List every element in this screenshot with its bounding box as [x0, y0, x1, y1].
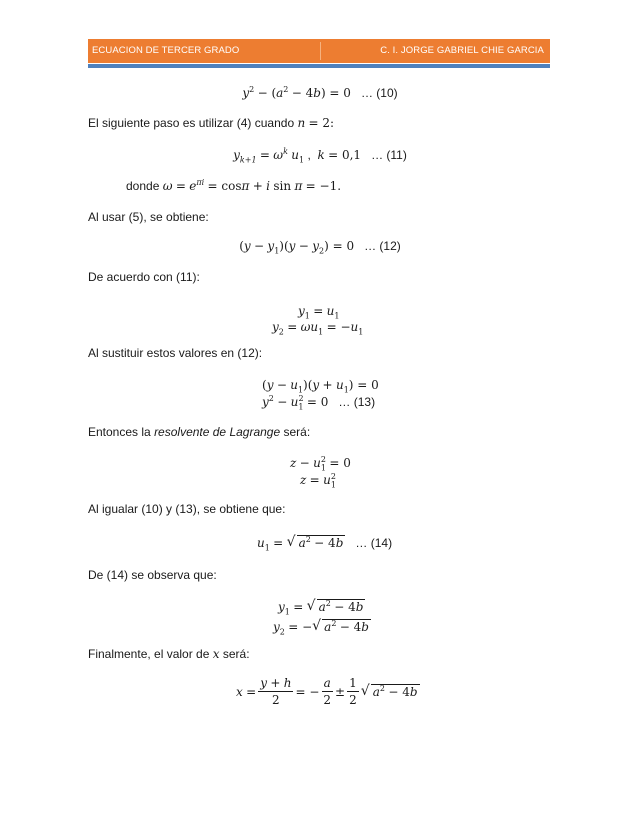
page-header	[88, 39, 550, 63]
equation-y2: $y_2 = \omega u_1 = -u_1$	[272, 320, 364, 337]
equation-final: x = $\frac{y + h}{2}$ = − $\frac{a}{2}$ ± $\frac{1}{2}$ √ $a^2 - 4b$	[236, 676, 420, 707]
header-title: ECUACION DE TERCER GRADO	[92, 45, 240, 56]
definition-omega: donde $\omega = e^{\pi i} = \cos\pi + i$ sin π = −1.	[126, 178, 342, 193]
equation-number: … (12)	[364, 239, 401, 253]
header-rule	[88, 64, 550, 68]
header-separator	[320, 42, 321, 60]
paragraph: Al igualar (10) y (13), se obtiene que:	[88, 502, 286, 516]
equation-product: $(y - u_1)(y + u_1) = 0$	[262, 378, 379, 395]
equation-y2-root: $y_2$ = −√ $a^2 - 4b$	[273, 620, 371, 634]
paragraph: El siguiente paso es utilizar (4) cuando n = 2:	[88, 116, 335, 130]
paragraph-text: donde	[126, 179, 160, 193]
equation-number: … (11)	[371, 148, 407, 162]
equation-z-value: $z = u_1^2$	[300, 472, 336, 490]
paragraph: Al sustituir estos valores en (12):	[88, 346, 263, 360]
paragraph-text: Finalmente, el valor de	[88, 647, 210, 661]
paragraph	[88, 425, 310, 439]
equation-14: $u_1$ = √ $a^2 - 4b$ … (14)	[257, 536, 392, 550]
equation-number: … (14)	[355, 536, 393, 550]
equation-11: $y_{k+1} = \omega^k$ $u_1$ , k = 0,1 … (11)	[233, 147, 407, 165]
equation-number: … (13)	[338, 395, 376, 409]
paragraph-text: El siguiente paso es utilizar (4) cuando	[88, 116, 295, 130]
paragraph: Finalmente, el valor de x será:	[88, 647, 250, 661]
paragraph: Al usar (5), se obtiene:	[88, 210, 209, 224]
equation-number: … (10)	[360, 86, 398, 100]
equation-13: $y^2 - u_1^2 = 0$ … (13)	[262, 394, 376, 412]
header-author: C. I. JORGE GABRIEL CHIE GARCIA	[380, 45, 544, 56]
equation-y1-root: $y_1$ = √ $a^2 - 4b$	[278, 600, 365, 614]
equation-z: $z - u_1^2 = 0$	[290, 455, 351, 473]
paragraph-text: será:	[222, 647, 250, 661]
equation-y1: $y_1 = u_1$	[298, 304, 340, 321]
paragraph-text: Entonces la	[88, 425, 151, 439]
emphasis-text: resolvente de Lagrange	[154, 425, 281, 439]
equation-12: $(y - y_1)(y - y_2) = 0$ … (12)	[239, 239, 401, 256]
paragraph: De acuerdo con (11):	[88, 270, 200, 284]
paragraph-text: será:	[283, 425, 311, 439]
paragraph: De (14) se observa que:	[88, 568, 217, 582]
equation-10: $y^2 - (a^2 - 4b) = 0$ … (10)	[242, 85, 398, 100]
